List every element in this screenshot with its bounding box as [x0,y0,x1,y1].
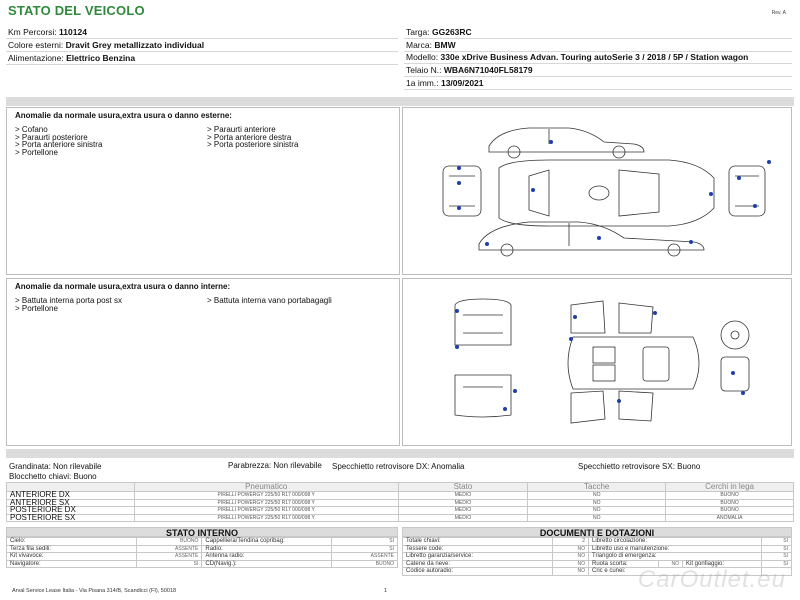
damage-item: > Porta anteriore destra [207,134,399,142]
table-row: POSTERIORE DX PIRELLI POWERGY 225/50 R17 000/098 Y MEDIO NO BUONO [7,507,794,515]
damage-item: > Porta anteriore sinistra [15,141,207,149]
damage-item: > Paraurti anteriore [207,126,399,134]
mirror-dx-status: Specchietto retrovisore DX: Anomalia [332,462,465,471]
revision-label: Rev. A [771,10,786,16]
color-row: Colore esterni: Dravit Grey metallizzato individual [6,39,398,52]
model-row: Modello: 330e xDrive Business Advan. Touring autoSerie 3 / 2018 / 5P / Station wagon [404,52,792,64]
vehicle-info-right [404,26,792,90]
table-row: Tessere code: NO Libretto uso e manutenzione: SI [403,545,792,553]
external-diagram-panel [402,107,792,275]
car-interior-diagram [443,293,783,433]
section-divider [6,97,794,106]
brand-row: Marca: BMW [404,39,792,52]
damage-item: > Portellone [15,305,207,313]
column-header: Stato [398,483,528,492]
fuel-row: Alimentazione: Elettrico Benzina [6,52,398,65]
footer-company: Arval Service Lease Italia - Via Pisana 314/B, Scandicci (FI), 50018 [12,588,177,594]
damage-item: > Paraurti posteriore [15,134,207,142]
column-header: Cerchi in lega [666,483,794,492]
table-row: ANTERIORE SX PIRELLI POWERGY 225/50 R17 000/098 Y MEDIO NO BUONO [7,499,794,507]
footer-page-number: 1 [384,588,388,594]
damage-item: > Porta posteriore sinistra [207,141,399,149]
tyres-table [6,482,794,522]
table-row: Kit vivavoce: ASSENTE Antenna radio: ASSENTE [7,553,398,561]
external-damage-title: Anomalie da normale usura,extra usura o danno esterne: [15,111,232,120]
vehicle-info-left [6,26,398,65]
registration-row: 1a imm.: 13/09/2021 [404,77,792,90]
car-exterior-diagram [429,118,773,268]
table-row: Cielo: BUONO Cappelliera/Tendina copribag: SI [7,538,398,546]
windshield-status: Parabrezza: Non rilevabile [228,461,322,470]
page-title: STATO DEL VEICOLO [8,3,145,18]
watermark-logo: CarOutlet.eu [637,566,786,593]
table-row: Catene da neve: NO Ruota scorta: NO Kit gonfiaggio: SI [403,560,792,568]
column-header: Pneumatico [134,483,398,492]
table-row: Terza fila sedili: ASSENTE Radio: SI [7,545,398,553]
internal-damage-col2 [207,297,399,312]
internal-diagram-panel [402,278,792,446]
damage-item: > Battuta interna vano portabagagli [207,297,399,305]
external-damage-panel [6,107,400,275]
damage-item: > Battuta interna porta post sx [15,297,207,305]
internal-damage-panel [6,278,400,446]
damage-item: > Cofano [15,126,207,134]
key-block-status: Blocchetto chiavi: Buono [9,472,97,481]
table-header-row [7,483,794,492]
column-header: Tacche [528,483,666,492]
table-row: Totale chiavi: 2 Libretto circolazione: SI [403,538,792,546]
internal-damage-title: Anomalie da normale usura,extra usura o danno interne: [15,282,231,291]
table-row: ANTERIORE DX PIRELLI POWERGY 225/50 R17 000/098 Y MEDIO NO BUONO [7,492,794,500]
table-row: Codice autoradio: NO Cric e cunei: [403,568,792,576]
internal-damage-col1 [15,297,207,312]
table-row: Libretto garanzia/service: NO Triangolo di emergenza: SI [403,553,792,561]
hail-status: Grandinata: Non rilevabile [9,462,102,471]
km-row: Km Percorsi: 110124 [6,26,398,39]
damage-item: > Portellone [15,149,207,157]
table-row: Navigatore: SI CD(Navig.): BUONO [7,560,398,568]
mirror-sx-status: Specchietto retrovisore SX: Buono [578,462,701,471]
chassis-row: Telaio N.: WBA6N71040FL58179 [404,64,792,77]
documents-header: DOCUMENTI E DOTAZIONI [402,527,792,537]
table-row: POSTERIORE SX PIRELLI POWERGY 225/50 R17 000/098 Y MEDIO NO ANOMALIA [7,514,794,522]
external-damage-col2 [207,126,399,156]
plate-row: Targa: GG263RC [404,26,792,39]
internal-state-table [6,537,398,568]
external-damage-col1 [15,126,207,156]
internal-state-header: STATO INTERNO [6,527,398,537]
section-divider [6,449,794,458]
